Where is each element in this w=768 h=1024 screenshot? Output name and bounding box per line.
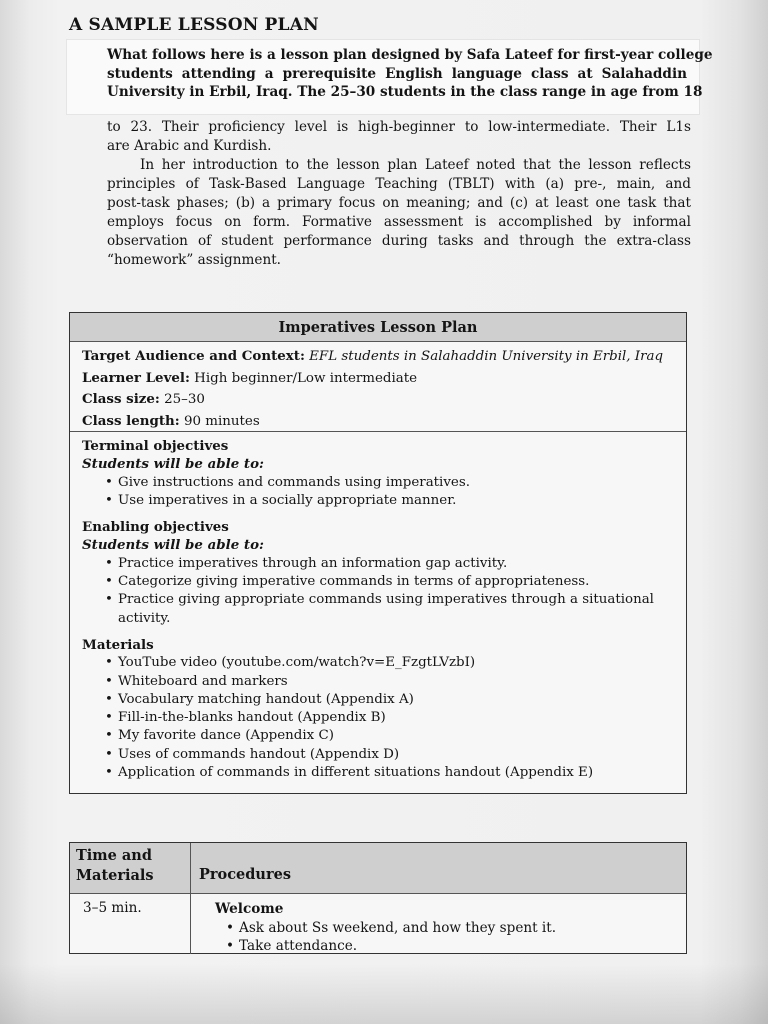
header-line: Time and: [76, 847, 152, 864]
procedure-title: Welcome: [215, 901, 284, 917]
body-line: post-task phases; (b) a primary focus on meaning; and (c) at least one task that: [107, 195, 691, 211]
time-cell: 3–5 min.: [70, 894, 191, 954]
meta-label: Learner Level:: [82, 369, 190, 386]
intro-line: students attending a prerequisite English language class at Salahaddin: [107, 65, 687, 82]
second-paragraph: [107, 156, 691, 270]
body-line: observation of student performance during tasks and through the extra-class: [107, 233, 691, 249]
meta-row-length: [82, 411, 674, 433]
meta-row-size: [82, 389, 674, 411]
meta-row-level: [82, 368, 674, 390]
page-title: A SAMPLE LESSON PLAN: [69, 15, 319, 35]
body-line: principles of Task-Based Language Teaching (TBLT) with (a) pre-, main, and: [107, 176, 691, 192]
lesson-plan-heading: Imperatives Lesson Plan: [70, 313, 686, 342]
intro-paragraph: [107, 46, 713, 102]
list-item-continuation: activity.: [118, 610, 171, 626]
list-item: • Application of commands in different situations handout (Appendix E): [82, 764, 674, 782]
objectives-and-materials: [70, 432, 686, 782]
terminal-objectives-heading: Terminal objectives: [82, 438, 229, 454]
header-line: Materials: [76, 867, 154, 884]
meta-value: 90 minutes: [184, 413, 260, 429]
meta-row-audience: [82, 346, 674, 368]
list-item: • YouTube video (youtube.com/watch?v=E_FzgtLVzbI): [82, 654, 674, 672]
list-item: • Uses of commands handout (Appendix D): [82, 746, 674, 764]
list-item: • Vocabulary matching handout (Appendix A): [82, 691, 674, 709]
lesson-plan-meta: [70, 342, 686, 432]
procedure-cell: [191, 894, 686, 954]
list-item: • Fill-in-the-blanks handout (Appendix B): [82, 709, 674, 727]
procedures-table: [69, 842, 687, 954]
body-line: In her introduction to the lesson plan Lateef noted that the lesson reflects: [140, 157, 691, 173]
meta-value: High beginner/Low intermediate: [194, 370, 418, 386]
time-materials-header: [70, 843, 191, 893]
materials-heading: Materials: [82, 636, 154, 653]
meta-value: EFL students in Salahaddin University in Erbil, Iraq: [309, 349, 664, 364]
procedures-header: Procedures: [199, 866, 291, 883]
enabling-objectives-sub: Students will be able to:: [82, 537, 264, 554]
meta-label: Class length:: [82, 412, 180, 429]
body-line: employs focus on form. Formative assessment is accomplished by informal: [107, 214, 691, 230]
enabling-objectives-heading: Enabling objectives: [82, 519, 229, 536]
intro-continuation: [107, 118, 691, 156]
meta-value: 25–30: [164, 392, 205, 407]
terminal-objectives-sub: Students will be able to:: [82, 456, 264, 473]
intro-line: University in Erbil, Iraq. The 25–30 students in the class range in age from 18: [107, 84, 703, 100]
body-line: “homework” assignment.: [107, 252, 281, 268]
body-line: are Arabic and Kurdish.: [107, 138, 272, 154]
meta-label: Target Audience and Context:: [82, 348, 305, 364]
meta-label: Class size:: [82, 391, 160, 407]
list-item: • Ask about Ss weekend, and how they spent it.: [203, 919, 686, 938]
list-item: • My favorite dance (Appendix C): [82, 727, 674, 745]
list-item: • Practice giving appropriate commands using imperatives through a situational: [82, 591, 674, 609]
list-item: • Categorize giving imperative commands in terms of appropriateness.: [82, 573, 674, 591]
page-shadow: [0, 964, 768, 1024]
intro-line: What follows here is a lesson plan designed by Safa Lateef for first-year college: [107, 47, 713, 63]
body-line: to 23. Their proficiency level is high-beginner to low-intermediate. Their L1s: [107, 119, 691, 135]
procedures-table-header: [70, 843, 686, 894]
list-item: • Whiteboard and markers: [82, 673, 674, 691]
table-row: [70, 894, 686, 954]
list-item: • Give instructions and commands using imperatives.: [82, 474, 674, 492]
list-item: • Practice imperatives through an information gap activity.: [82, 555, 674, 573]
list-item: • Take attendance.: [203, 937, 686, 956]
lesson-plan-table: [69, 312, 687, 794]
list-item: • Use imperatives in a socially appropriate manner.: [82, 492, 674, 510]
